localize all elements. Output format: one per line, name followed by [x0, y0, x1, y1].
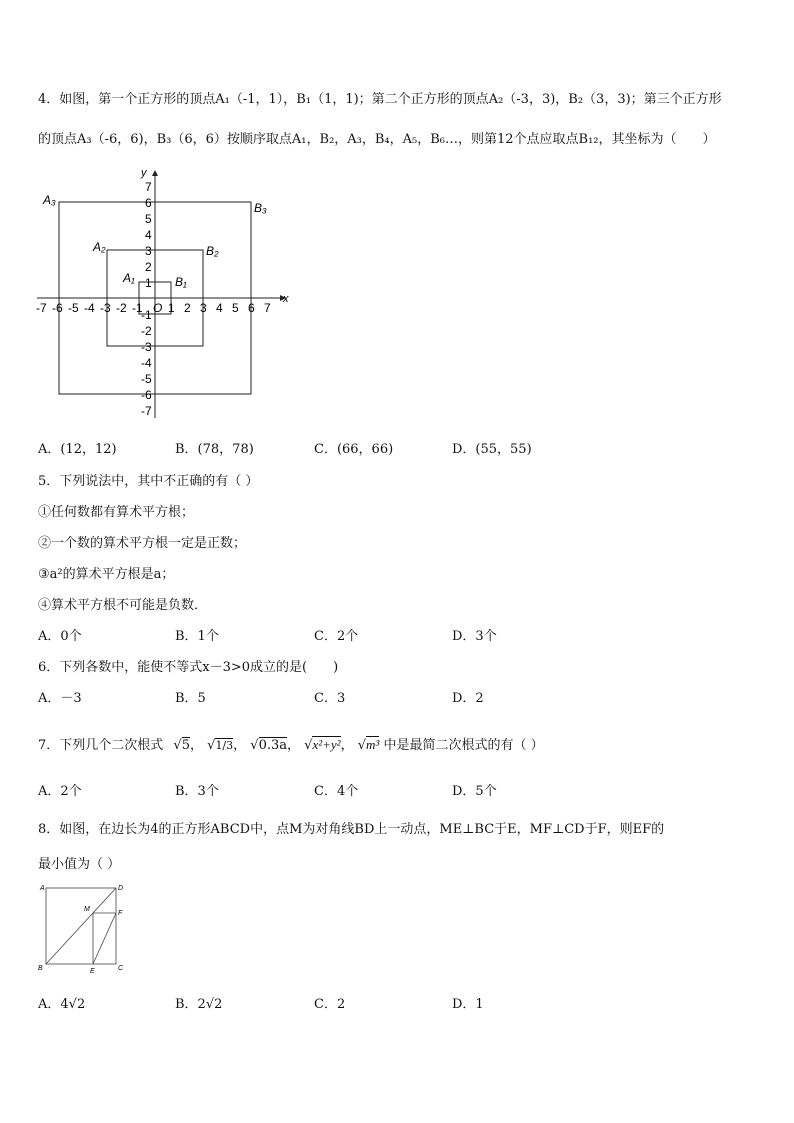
x-tick-12: 6	[248, 301, 255, 315]
y-tick-13: -7	[141, 404, 152, 418]
q5-option-b[interactable]: B．1个	[175, 629, 219, 644]
x-tick-10: 4	[216, 301, 223, 315]
x-tick-6: -1	[132, 301, 143, 315]
q7-stem-end: 中是最简二次根式的有（ ）	[383, 738, 544, 753]
y-tick-5: 2	[145, 260, 152, 274]
svg-text:A: A	[40, 885, 45, 892]
point-B1: B₁	[175, 275, 187, 289]
y-tick-0: 7	[145, 180, 152, 194]
x-tick-13: 7	[264, 301, 271, 315]
x-tick-7: 1	[168, 301, 175, 315]
y-tick-labels	[141, 180, 152, 418]
q8-line2: 最小值为（ ）	[38, 857, 121, 872]
q8-option-c[interactable]: C．2	[314, 997, 346, 1012]
q5-item-4: ④算术平方根不可能是负数．	[38, 598, 208, 613]
x-tick-3: -4	[84, 301, 95, 315]
q5-item-2: ②一个数的算术平方根一定是正数；	[38, 536, 247, 551]
y-tick-3: 4	[145, 228, 152, 242]
q4-line1: 4．如图，第一个正方形的顶点A₁（-1，1），B₁（1，1)；第二个正方形的顶点A₂（-3，3)，B₂（3，3)；第三个正方形	[38, 92, 722, 107]
point-B2: B₂	[206, 244, 219, 258]
x-tick-8: 2	[184, 301, 191, 315]
q7-radical-4: √x²+y²	[304, 737, 341, 753]
q5-option-a[interactable]: A．0个	[38, 629, 82, 644]
svg-text:C: C	[118, 965, 124, 972]
x-tick-1: -6	[52, 301, 63, 315]
svg-text:M: M	[84, 906, 90, 913]
q8-option-a[interactable]: A．4√2	[38, 997, 86, 1012]
y-tick-7: -1	[141, 308, 152, 322]
q7-radical-3: √0.3a	[250, 738, 288, 753]
x-tick-2: -5	[68, 301, 79, 315]
q8-line1: 8．如图，在边长为4的正方形ABCD中，点M为对角线BD上一动点，ME⊥BC于E，MF⊥CD于F，则EF的	[38, 822, 665, 837]
q6-stem: 6．下列各数中，能使不等式x－3>0成立的是( )	[38, 660, 339, 675]
q7-stem: 7．下列几个二次根式 √5， √1/3， √0.3a， √x²+y²， √m³ 中是最简二次根式的有（ ）	[38, 737, 544, 753]
origin-label: O	[153, 301, 163, 315]
y-tick-6: 1	[145, 276, 152, 290]
q5-item-3: ③a²的算术平方根是a；	[38, 567, 175, 582]
y-axis-label: y	[141, 168, 147, 179]
q7-option-a[interactable]: A．2个	[38, 784, 82, 799]
y-tick-10: -4	[141, 356, 152, 370]
q8-option-d[interactable]: D．1	[452, 997, 484, 1012]
q7-option-b[interactable]: B．3个	[175, 784, 219, 799]
x-tick-5: -2	[116, 301, 127, 315]
q4-option-a[interactable]: A．(12，12)	[38, 442, 117, 457]
q7-option-c[interactable]: C．4个	[314, 784, 359, 799]
svg-text:D: D	[118, 885, 124, 892]
q8-square-figure	[36, 880, 131, 975]
y-tick-9: -3	[141, 340, 152, 354]
q4-option-d[interactable]: D．(55，55)	[452, 442, 532, 457]
point-B3: B₃	[254, 201, 267, 215]
svg-text:B: B	[38, 965, 43, 972]
q5-option-d[interactable]: D．3个	[452, 629, 497, 644]
svg-text:E: E	[90, 968, 95, 975]
q7-radical-1: √5	[173, 738, 190, 753]
q4-line2: 的顶点A₃（-6，6)，B₃（6，6）按顺序取点A₁，B₂，A₃，B₄，A₅，B₆…，则第12个点应取点B₁₂，其坐标为（ ）	[38, 132, 716, 147]
q5-stem: 5．下列说法中，其中不正确的有（ ）	[38, 474, 259, 489]
y-tick-4: 3	[145, 244, 152, 258]
q4-option-b[interactable]: B．(78，78)	[175, 442, 254, 457]
q8-option-b[interactable]: B．2√2	[175, 997, 223, 1012]
x-tick-11: 5	[232, 301, 239, 315]
q6-option-c[interactable]: C．3	[314, 691, 346, 706]
q5-option-c[interactable]: C．2个	[314, 629, 359, 644]
y-tick-8: -2	[141, 324, 152, 338]
q6-option-a[interactable]: A．－3	[38, 691, 82, 706]
x-tick-4: -3	[100, 301, 111, 315]
q7-stem-start: 7．下列几个二次根式	[38, 738, 164, 753]
y-tick-2: 5	[145, 212, 152, 226]
q7-radical-5: √m³	[357, 737, 380, 753]
q4-option-c[interactable]: C．(66，66)	[314, 442, 394, 457]
q7-option-d[interactable]: D．5个	[452, 784, 497, 799]
q6-option-d[interactable]: D．2	[452, 691, 484, 706]
x-tick-0: -7	[36, 301, 47, 315]
q7-radical-2: √1/3	[207, 738, 234, 753]
q6-option-b[interactable]: B．5	[175, 691, 206, 706]
y-tick-12: -6	[141, 388, 152, 402]
x-tick-9: 3	[200, 301, 207, 315]
point-A3: A₃	[43, 193, 56, 207]
point-A2: A₂	[93, 240, 106, 254]
y-tick-1: 6	[145, 196, 152, 210]
point-A1: A₁	[123, 271, 135, 285]
q5-item-1: ①任何数都有算术平方根；	[38, 505, 195, 520]
svg-text:F: F	[118, 910, 123, 917]
x-axis-label: x	[283, 293, 289, 305]
q4-coordinate-graph	[35, 168, 295, 423]
y-tick-11: -5	[141, 372, 152, 386]
